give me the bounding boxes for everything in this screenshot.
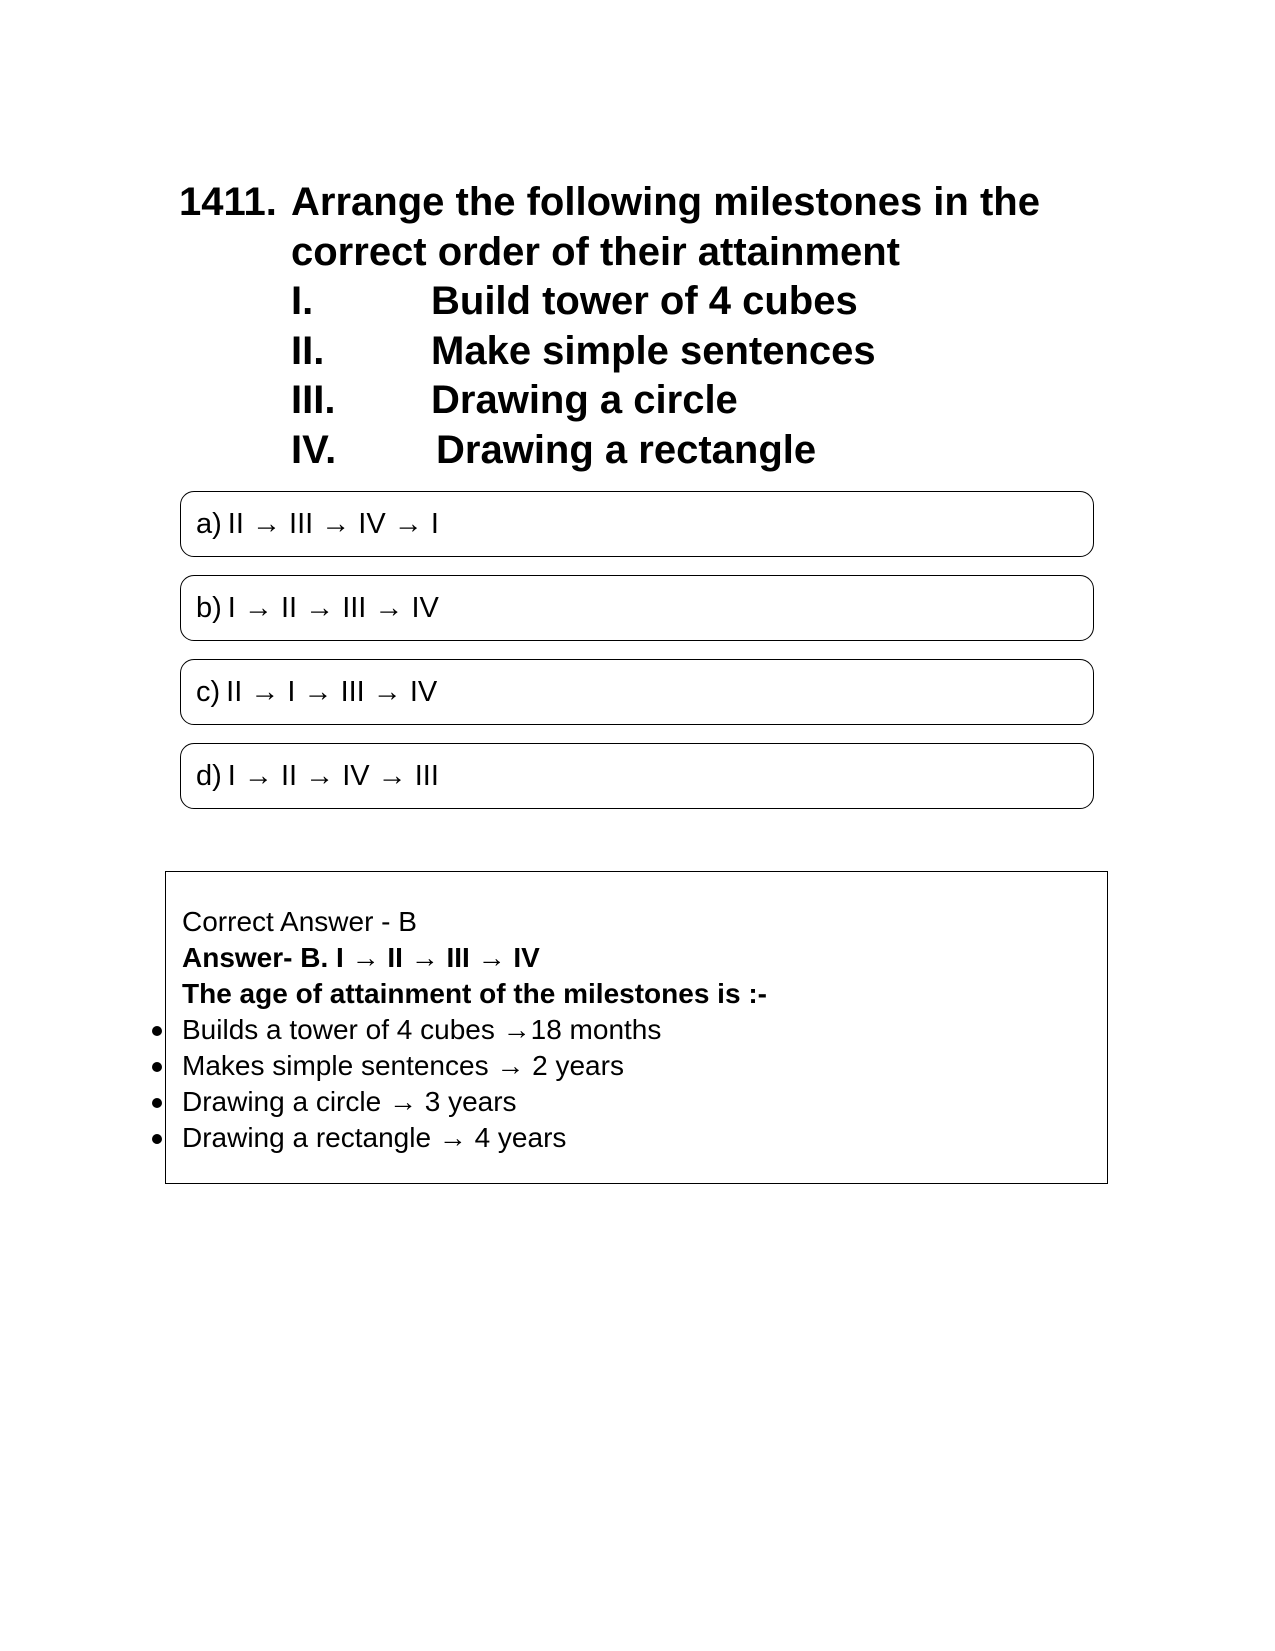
milestone-text: Build tower of 4 cubes — [431, 279, 858, 323]
question-number: 1411. — [179, 180, 277, 224]
option-text: I → II → IV → III — [227, 760, 439, 792]
milestone-numeral: III. — [291, 378, 336, 422]
milestone-age-list — [182, 1012, 767, 1156]
list-item-text: Makes simple sentences → 2 years — [182, 1050, 624, 1081]
explanation-heading: The age of attainment of the milestones is :- — [182, 978, 767, 1009]
list-item — [182, 1120, 767, 1156]
list-item-text: Drawing a circle → 3 years — [182, 1086, 517, 1117]
correct-answer: Correct Answer - B — [182, 906, 417, 937]
option-label: d) — [196, 760, 222, 792]
bullet-icon — [152, 1062, 162, 1072]
option-c[interactable] — [180, 659, 1094, 725]
milestone-numeral: I. — [291, 279, 314, 323]
answer-content — [182, 904, 767, 1156]
option-text: II → III → IV → I — [227, 508, 439, 540]
option-text: I → II → III → IV — [227, 592, 439, 624]
question-text-line-1: Arrange the following milestones in the — [291, 180, 1040, 224]
milestone-item-1 — [291, 277, 1091, 327]
option-text: II → I → III → IV — [226, 676, 438, 708]
milestone-numeral: IV. — [291, 427, 337, 472]
option-label: a) — [196, 508, 222, 540]
milestone-text: Make simple sentences — [431, 328, 876, 373]
option-a[interactable] — [180, 491, 1094, 557]
bullet-icon — [152, 1134, 162, 1144]
milestone-text: Drawing a rectangle — [436, 427, 817, 472]
option-b[interactable] — [180, 575, 1094, 641]
milestone-numeral: II. — [291, 328, 325, 373]
option-label: b) — [196, 592, 222, 624]
milestone-item-4 — [291, 426, 1091, 476]
option-d[interactable] — [180, 743, 1094, 809]
question-body — [291, 178, 1091, 475]
answer-box — [165, 871, 1108, 1184]
option-label: c) — [196, 676, 221, 708]
bullet-icon — [152, 1026, 162, 1036]
list-item — [182, 1012, 767, 1048]
question-text-line-2: correct order of their attainment — [291, 229, 901, 274]
list-item-text: Drawing a rectangle → 4 years — [182, 1122, 567, 1153]
bullet-icon — [152, 1098, 162, 1108]
milestone-item-3 — [291, 376, 1091, 426]
list-item — [182, 1084, 767, 1120]
list-item-text: Builds a tower of 4 cubes →18 months — [182, 1014, 662, 1045]
milestone-item-2 — [291, 327, 1091, 377]
milestone-text: Drawing a circle — [431, 378, 738, 422]
list-item — [182, 1048, 767, 1084]
answer-line: Answer- B. I → II → III → IV — [182, 942, 540, 973]
